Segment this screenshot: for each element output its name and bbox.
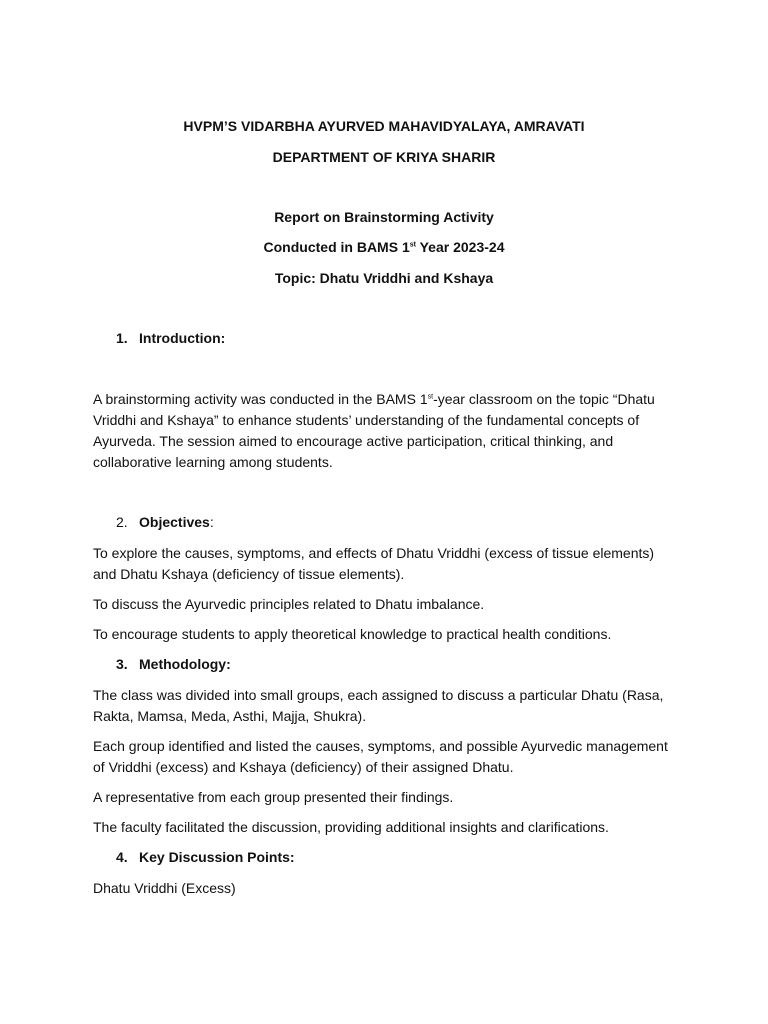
methodology-item: Each group identified and listed the causes, symptoms, and possible Ayurvedic management of Vriddhi (excess) and Kshaya (deficiency) of their assigned Dhatu.: [93, 738, 668, 775]
department-name: DEPARTMENT OF KRIYA SHARIR: [272, 149, 496, 165]
intro-superscript: st: [427, 393, 434, 401]
section-title: Methodology:: [139, 656, 231, 672]
section-number: 4.: [116, 849, 128, 865]
section-methodology-heading: [116, 656, 231, 672]
objective-item: To encourage students to apply theoretical knowledge to practical health conditions.: [93, 626, 612, 642]
methodology-item: The class was divided into small groups, each assigned to discuss a particular Dhatu (Rasa, Rakta, Mamsa, Meda, Asthi, Majja, Shukra).: [93, 687, 664, 724]
introduction-paragraph: [93, 389, 678, 473]
methodology-item: The faculty facilitated the discussion, providing additional insights and clarifications.: [93, 819, 609, 835]
section-colon: :: [209, 514, 214, 530]
intro-text-part2: -year classroom on the topic “Dhatu Vriddhi and Kshaya” to enhance students’ understanding of the fundamental concepts of Ayurveda. The session aimed to encourage active participation, critical thinking, and collaborative learning among students.: [93, 391, 655, 470]
report-title: Report on Brainstorming Activity: [274, 209, 494, 225]
conducted-prefix: Conducted in BAMS 1: [263, 239, 410, 255]
section-objectives-heading: [116, 514, 214, 530]
conducted-line: [0, 239, 768, 255]
intro-text-part1: A brainstorming activity was conducted in the BAMS 1: [93, 391, 428, 407]
objective-item: To explore the causes, symptoms, and effects of Dhatu Vriddhi (excess of tissue elements) and Dhatu Kshaya (deficiency of tissue elements).: [93, 545, 655, 582]
section-number: 2.: [116, 514, 128, 530]
section-introduction-heading: [116, 330, 225, 346]
section-title: Objectives: [139, 514, 210, 530]
methodology-item: A representative from each group presented their findings.: [93, 789, 454, 805]
key-points-subheading: Dhatu Vriddhi (Excess): [93, 880, 236, 896]
objective-item: To discuss the Ayurvedic principles related to Dhatu imbalance.: [93, 596, 485, 612]
topic-line: Topic: Dhatu Vriddhi and Kshaya: [274, 270, 494, 286]
section-title: Key Discussion Points:: [139, 849, 295, 865]
section-number: 1.: [116, 330, 128, 346]
section-title: Introduction:: [139, 330, 226, 346]
section-key-points-heading: [116, 849, 295, 865]
conducted-suffix: Year 2023-24: [415, 239, 505, 255]
conducted-superscript: st: [409, 241, 416, 249]
section-number: 3.: [116, 656, 128, 672]
college-name: HVPM’S VIDARBHA AYURVED MAHAVIDYALAYA, AMRAVATI: [183, 118, 585, 134]
